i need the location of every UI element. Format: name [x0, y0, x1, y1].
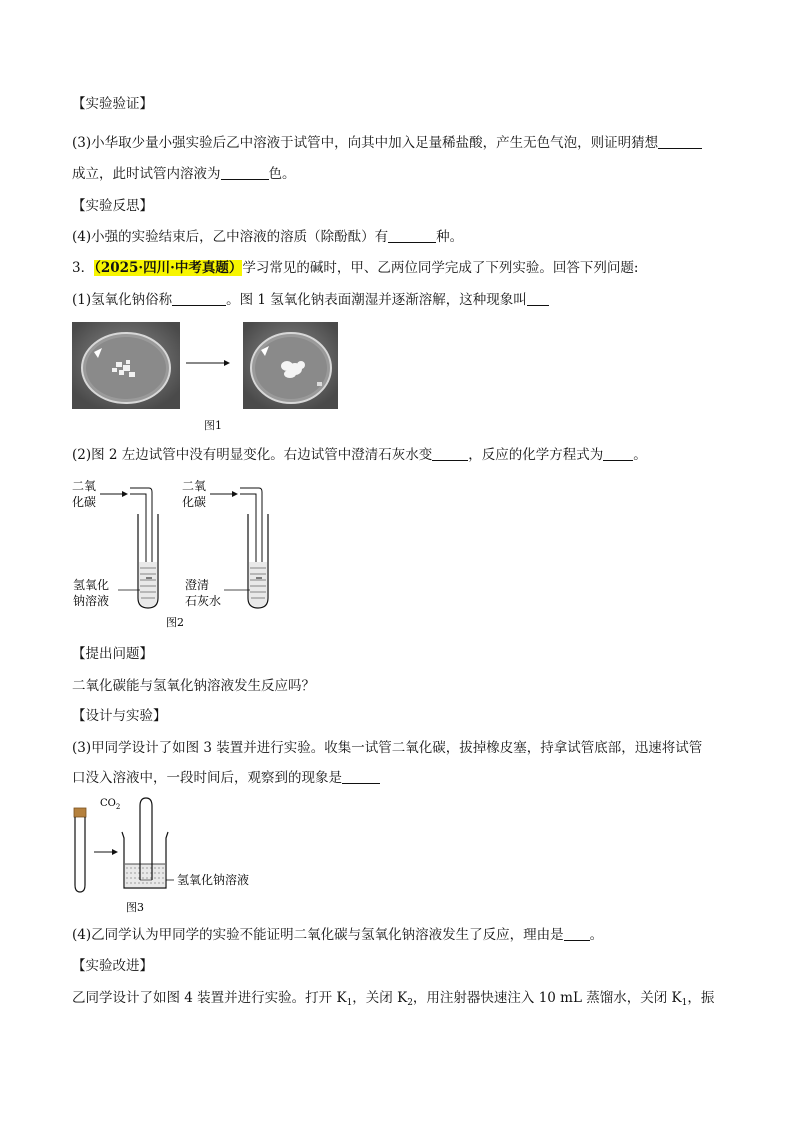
q3-text-2: 成立，此时试管内溶液为 [72, 166, 221, 182]
problem-number: 3． [72, 260, 95, 276]
figure-1-caption: 图1 [204, 419, 222, 432]
imp-text-1: 乙同学设计了如图 4 装置并进行实验。打开 K [72, 990, 347, 1006]
figure-3-caption: 图3 [126, 901, 144, 914]
s2-text-3: 。 [633, 447, 647, 463]
answer-blank[interactable] [527, 291, 549, 306]
figure-3-diagram [70, 792, 270, 918]
label-limewater-1: 澄清 [185, 578, 210, 592]
figure-2-diagram [70, 474, 280, 634]
subscript-1: 1 [346, 998, 353, 1008]
heading-raise-question: 【提出问题】 [72, 646, 153, 662]
heading-experiment-improvement: 【实验改进】 [72, 958, 153, 974]
s1-text-2: 。图 1 氢氧化钠表面潮湿并逐渐溶解，这种现象叫 [226, 292, 527, 308]
sub-question-3-line-1: (3)甲同学设计了如图 3 装置并进行实验。收集一试管二氧化碳，拔掉橡皮塞，持拿试管底部，迅速将试管 [72, 740, 703, 756]
q3-text-3: 色。 [268, 166, 296, 182]
q3-text: (3)小华取少量小强实验后乙中溶液于试管中，向其中加入足量稀盐酸，产生无色气泡，则证明猜想 [72, 135, 659, 151]
answer-blank[interactable] [564, 926, 590, 941]
q4-text: (4)小强的实验结束后，乙中溶液的溶质（除酚酞）有 [72, 229, 389, 245]
question-3-line-1 [72, 133, 732, 153]
heading-experiment-reflection: 【实验反思】 [72, 198, 153, 214]
label-co2-right-2: 化碳 [182, 495, 207, 509]
imp-text-3: ，用注射器快速注入 10 mL 蒸馏水，关闭 K [412, 990, 682, 1006]
research-question: 二氧化碳能与氢氧化钠溶液发生反应吗？ [72, 678, 315, 694]
label-co2-right-1: 二氧 [182, 479, 207, 493]
problem-3-intro [72, 258, 732, 278]
answer-blank[interactable] [221, 165, 269, 180]
label-naoh-1: 氢氧化 [73, 578, 110, 592]
source-tag: （2025·四川·中考真题） [94, 260, 243, 276]
figure-2-caption: 图2 [166, 616, 184, 629]
figure-1-photo-before [72, 322, 180, 409]
s1-text: (1)氢氧化钠俗称 [72, 292, 173, 308]
subscript-1b: 1 [681, 998, 688, 1008]
answer-blank[interactable] [342, 769, 380, 784]
sub-question-2 [72, 445, 732, 465]
answer-blank[interactable] [388, 228, 436, 243]
label-co2: $CO_2$ [100, 798, 121, 811]
heading-design-and-experiment: 【设计与实验】 [72, 708, 167, 724]
answer-blank[interactable] [603, 446, 633, 461]
answer-blank[interactable] [172, 291, 226, 306]
label-co2-left-2: 化碳 [72, 495, 97, 509]
label-co2-left-1: 二氧 [72, 479, 97, 493]
sub-question-4 [72, 925, 732, 945]
rubber-stopper [74, 808, 86, 817]
label-naoh-2: 钠溶液 [73, 594, 110, 608]
sub-question-1 [72, 290, 732, 310]
heading-experiment-verification: 【实验验证】 [72, 96, 153, 112]
imp-text-4: ，振 [687, 990, 715, 1006]
figure-1-photo-after [243, 322, 338, 409]
s4-text: (4)乙同学认为甲同学的实验不能证明二氧化碳与氢氧化钠溶液发生了反应，理由是 [72, 927, 564, 943]
s2-text-2: ，反应的化学方程式为 [468, 447, 604, 463]
improvement-text [72, 988, 732, 1013]
subscript-2: 2 [407, 998, 413, 1008]
sub-question-3-line-2 [72, 768, 732, 788]
label-limewater-2: 石灰水 [185, 594, 222, 608]
s2-text: (2)图 2 左边试管中没有明显变化。右边试管中澄清石灰水变 [72, 447, 433, 463]
answer-blank[interactable] [432, 446, 468, 461]
imp-text-2: ，关闭 K [352, 990, 408, 1006]
question-4-line [72, 227, 732, 247]
answer-blank[interactable] [658, 134, 702, 149]
s4-text-2: 。 [589, 927, 604, 943]
question-3-line-2 [72, 164, 732, 184]
label-naoh-solution: 氢氧化钠溶液 [177, 873, 250, 887]
s3-text: 口没入溶液中，一段时间后，观察到的现象是 [72, 770, 342, 786]
q4-text-2: 种。 [436, 229, 464, 245]
problem-intro-text: 学习常见的碱时，甲、乙两位同学完成了下列实验。回答下列问题: [242, 260, 639, 276]
arrow-icon [184, 357, 230, 369]
